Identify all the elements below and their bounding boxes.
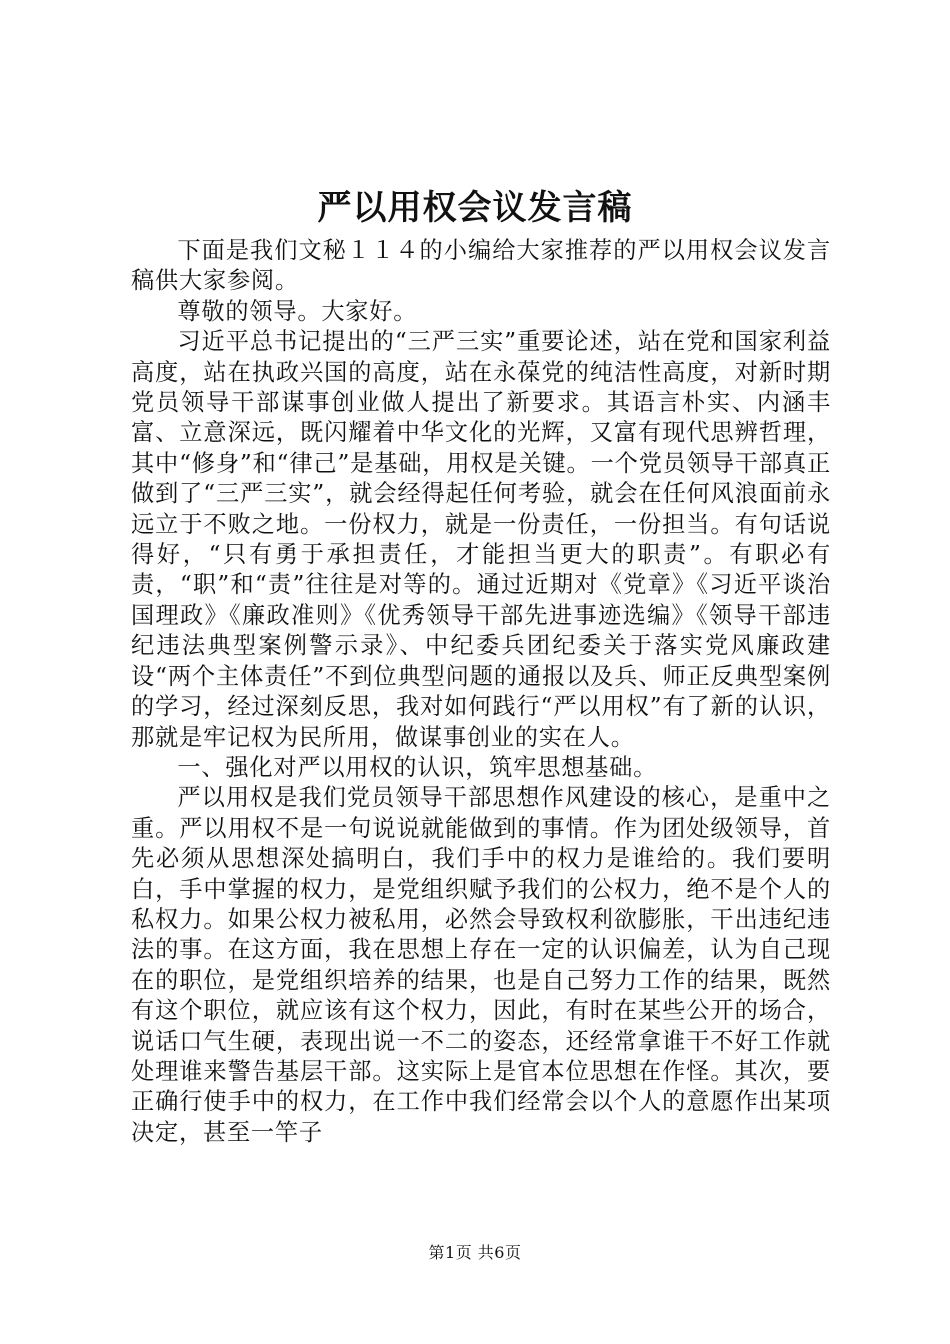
- page-footer: 第1页 共6页: [428, 1243, 522, 1262]
- document-title: 严以用权会议发言稿: [317, 188, 633, 228]
- paragraph-main: 习近平总书记提出的“三严三实”重要论述，站在党和国家利益高度，站在执政兴国的高度，站在永葆党的纯洁性高度，对新时期党员领导干部谋事创业做人提出了新要求。其语言朴实、内涵丰富、立意深远，既闪耀着中华文化的光辉，又富有现代思辨哲理，其中“修身”和“律己”是基础，用权是关键。一个党员领导干部真正做到了“三严三实”，就会经得起任何考验，就会在任何风浪面前永远立于不败之地。一份权力，就是一份责任，一份担当。有句话说得好，“只有勇于承担责任，才能担当更大的职责”。有职必有责，“职”和“责”往往是对等的。通过近期对《党章》《习近平谈治国理政》《廉政准则》《优秀领导干部先进事迹选编》《领导干部违纪违法典型案例警示录》、中纪委兵团纪委关于落实党风廉政建设“两个主体责任”不到位典型问题的通报以及兵、师正反典型案例的学习，经过深刻反思，我对如何践行“严以用权”有了新的认识，那就是牢记权为民所用，做谋事创业的实在人。: [131, 328, 831, 751]
- paragraph-greeting: 尊敬的领导。大家好。: [177, 297, 418, 325]
- paragraph-section-1: 严以用权是我们党员领导干部思想作风建设的核心，是重中之重。严以用权不是一句说说就能做到的事情。作为团处级领导，首先必须从思想深处搞明白，我们手中的权力是谁给的。我们要明白，手中掌握的权力，是党组织赋予我们的公权力，绝不是个人的私权力。如果公权力被私用，必然会导致权利欲膨胀，干出违纪违法的事。在这方面，我在思想上存在一定的认识偏差，认为自己现在的职位，是党组织培养的结果，也是自己努力工作的结果，既然有这个职位，就应该有这个权力，因此，有时在某些公开的场合，说话口气生硬，表现出说一不二的姿态，还经常拿谁干不好工作就处理谁来警告基层干部。这实际上是官本位思想在作怪。其次，要正确行使手中的权力，在工作中我们经常会以个人的意愿作出某项决定，甚至一竿子: [131, 784, 831, 1146]
- document-body: [131, 236, 831, 1148]
- section-heading-1: 一、强化对严以用权的认识，筑牢思想基础。: [177, 753, 658, 781]
- paragraph-intro: 下面是我们文秘１１４的小编给大家推荐的严以用权会议发言稿供大家参阅。: [131, 237, 831, 295]
